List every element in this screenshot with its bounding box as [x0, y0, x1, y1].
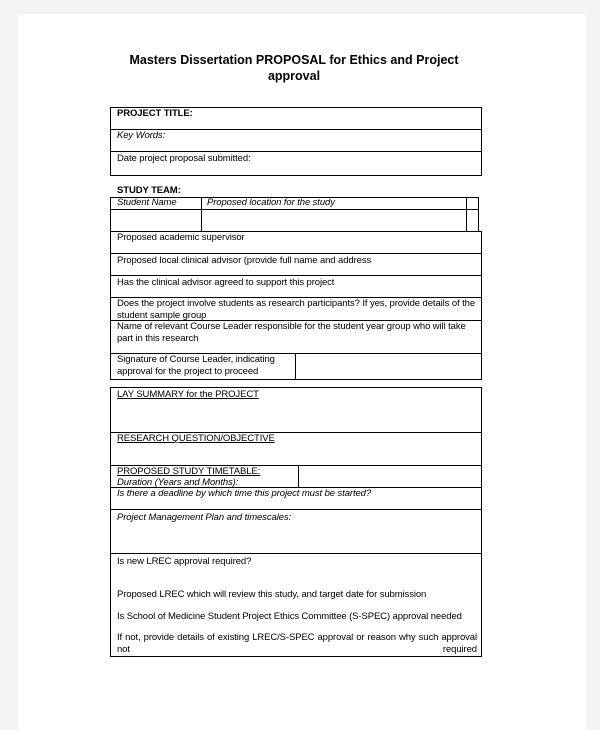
- sspec-label: Is School of Medicine Student Project Ethics Committee (S-SPEC) approval needed: [117, 611, 462, 622]
- clinical-advisor-label: Proposed local clinical advisor (provide full name and address: [117, 255, 372, 266]
- row-divider: [110, 509, 482, 510]
- timetable-label: PROPOSED STUDY TIMETABLE:: [117, 466, 261, 477]
- lay-summary-label: LAY SUMMARY for the PROJECT: [117, 389, 259, 400]
- course-leader-label: Name of relevant Course Leader responsible for the student year group who will take part in this research: [117, 321, 466, 344]
- research-participants-label: Does the project involve students as research participants? If yes, provide details of the student sample group: [117, 298, 476, 321]
- row-divider: [110, 209, 479, 210]
- row-divider: [110, 253, 482, 254]
- col-divider: [466, 197, 467, 232]
- row-divider: [110, 151, 482, 152]
- date-submitted-label: Date project proposal submitted:: [117, 153, 251, 164]
- clinical-agreed-label: Has the clinical advisor agreed to support this project: [117, 277, 335, 288]
- col-divider: [478, 197, 479, 232]
- lrec-required-label: Is new LREC approval required?: [117, 556, 252, 567]
- research-question-label: RESEARCH QUESTION/OBJECTIVE: [117, 433, 275, 444]
- existing-approval-label: If not, provide details of existing LREC/S-SPEC approval or reason why such approval not required: [117, 632, 477, 655]
- col-divider: [295, 353, 296, 380]
- proposed-lrec-label: Proposed LREC which will review this study, and target date for submission: [117, 589, 427, 600]
- document-title: Masters Dissertation PROPOSAL for Ethics and Project approval: [129, 53, 459, 83]
- proposed-location-label: Proposed location for the study: [207, 197, 335, 208]
- row-divider: [110, 129, 482, 130]
- row-divider: [110, 275, 482, 276]
- duration-label: Duration (Years and Months):: [117, 477, 239, 488]
- management-plan-label: Project Management Plan and timescales:: [117, 512, 292, 523]
- student-name-label: Student Name: [117, 197, 177, 208]
- deadline-label: Is there a deadline by which time this project must be started?: [117, 488, 372, 499]
- signature-label: Signature of Course Leader, indicating approval for the project to proceed: [117, 354, 275, 377]
- col-divider: [110, 197, 111, 232]
- col-divider: [201, 197, 202, 232]
- col-divider: [298, 465, 299, 487]
- study-team-heading: STUDY TEAM:: [117, 185, 181, 196]
- project-title-label: PROJECT TITLE:: [117, 108, 193, 119]
- academic-supervisor-label: Proposed academic supervisor: [117, 232, 245, 243]
- row-divider: [110, 553, 482, 554]
- keywords-label: Key Words:: [117, 130, 166, 141]
